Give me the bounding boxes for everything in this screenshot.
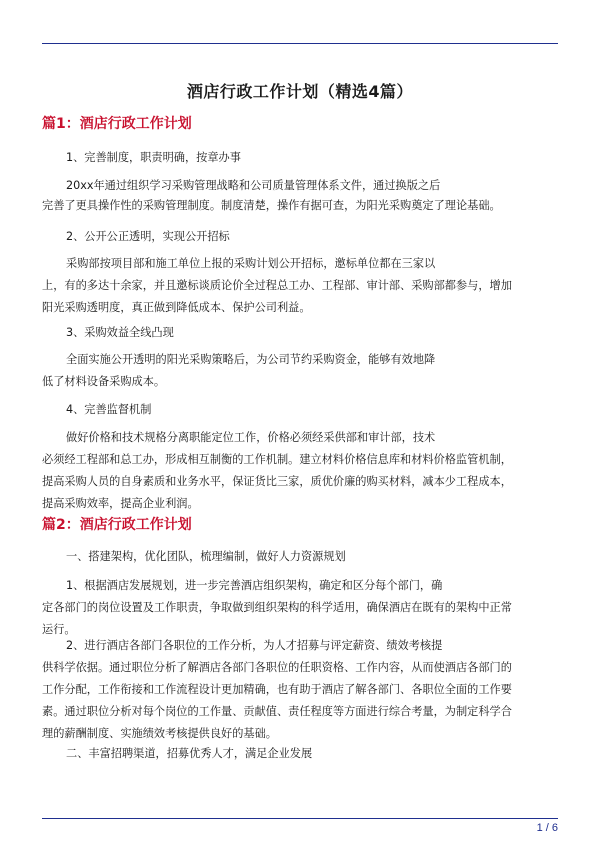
paragraph-line: 2、进行酒店各部门各职位的工作分析，为人才招募与评定薪资、绩效考核提 bbox=[66, 639, 443, 652]
paragraph bbox=[42, 226, 558, 248]
paragraph-line: 1、完善制度，职责明确，按章办事 bbox=[66, 151, 241, 164]
paragraph-line: 采购部按项目部和施工单位上报的采购计划公开招标，邀标单位都在三家以 bbox=[66, 257, 436, 270]
paragraph-line: 必须经工程部和总工办，形成相互制衡的工作机制。建立材料价格信息库和材料价格监管机制， bbox=[42, 453, 512, 466]
paragraph bbox=[42, 322, 558, 344]
paragraph-line: 全面实施公开透明的阳光采购策略后，为公司节约采购资金，能够有效地降 bbox=[66, 353, 436, 366]
paragraph bbox=[42, 253, 558, 319]
page-number: 1 / 6 bbox=[536, 822, 558, 834]
footer-rule bbox=[42, 818, 558, 819]
section-heading-1: 篇1：酒店行政工作计划 bbox=[42, 116, 192, 132]
paragraph-line: 素。通过职位分析对每个岗位的工作量、贡献值、责任程度等方面进行综合考量，为制定科学合 bbox=[42, 705, 512, 718]
paragraph-line: 3、采购效益全线凸现 bbox=[66, 326, 174, 339]
paragraph-line: 1、根据酒店发展规划，进一步完善酒店组织架构，确定和区分每个部门，确 bbox=[66, 579, 443, 592]
paragraph bbox=[42, 427, 558, 515]
paragraph-line: 一、搭建架构，优化团队，梳理编制，做好人力资源规划 bbox=[66, 550, 346, 563]
paragraph-line: 20xx年通过组织学习采购管理战略和公司质量管理体系文件，通过换版之后 bbox=[66, 179, 441, 192]
paragraph-line: 工作分配，工作衔接和工作流程设计更加精确，也有助于酒店了解各部门、各职位全面的工作要 bbox=[42, 683, 512, 696]
paragraph-line: 阳光采购透明度，真正做到降低成本、保护公司利益。 bbox=[42, 301, 311, 314]
paragraph-line: 上，有的多达十余家，并且邀标谈质论价全过程总工办、工程部、审计部、采购部都参与，增加 bbox=[42, 279, 512, 292]
document-title: 酒店行政工作计划（精选4篇） bbox=[186, 82, 414, 101]
paragraph bbox=[42, 147, 558, 169]
paragraph-line: 4、完善监督机制 bbox=[66, 403, 152, 416]
paragraph bbox=[42, 399, 558, 421]
paragraph bbox=[42, 575, 558, 641]
paragraph bbox=[42, 546, 558, 568]
paragraph bbox=[42, 349, 558, 393]
paragraph-line: 完善了更具操作性的采购管理制度。制度清楚，操作有据可查，为阳光采购奠定了理论基础。 bbox=[42, 199, 501, 212]
paragraph-line: 提高采购人员的自身素质和业务水平，保证货比三家，质优价廉的购买材料，减本少工程成本， bbox=[42, 475, 512, 488]
paragraph bbox=[42, 175, 558, 217]
paragraph-line: 供科学依据。通过职位分析了解酒店各部门各职位的任职资格、工作内容，从而使酒店各部门的 bbox=[42, 661, 512, 674]
section-heading-2: 篇2：酒店行政工作计划 bbox=[42, 517, 192, 533]
paragraph-line: 提高采购效率，提高企业利润。 bbox=[42, 497, 199, 510]
paragraph bbox=[42, 635, 558, 745]
paragraph-line: 2、公开公正透明，实现公开招标 bbox=[66, 230, 230, 243]
paragraph-line: 定各部门的岗位设置及工作职责，争取做到组织架构的科学适用，确保酒店在既有的架构中正常 bbox=[42, 601, 512, 614]
header-rule bbox=[42, 43, 558, 44]
paragraph-line: 低了材料设备采购成本。 bbox=[42, 375, 166, 388]
paragraph-line: 理的薪酬制度、实施绩效考核提供良好的基础。 bbox=[42, 727, 277, 740]
paragraph bbox=[42, 743, 558, 765]
paragraph-line: 做好价格和技术规格分离职能定位工作，价格必须经采供部和审计部，技术 bbox=[66, 431, 436, 444]
paragraph-line: 运行。 bbox=[42, 623, 76, 636]
paragraph-line: 二、丰富招聘渠道，招募优秀人才，满足企业发展 bbox=[66, 747, 313, 760]
